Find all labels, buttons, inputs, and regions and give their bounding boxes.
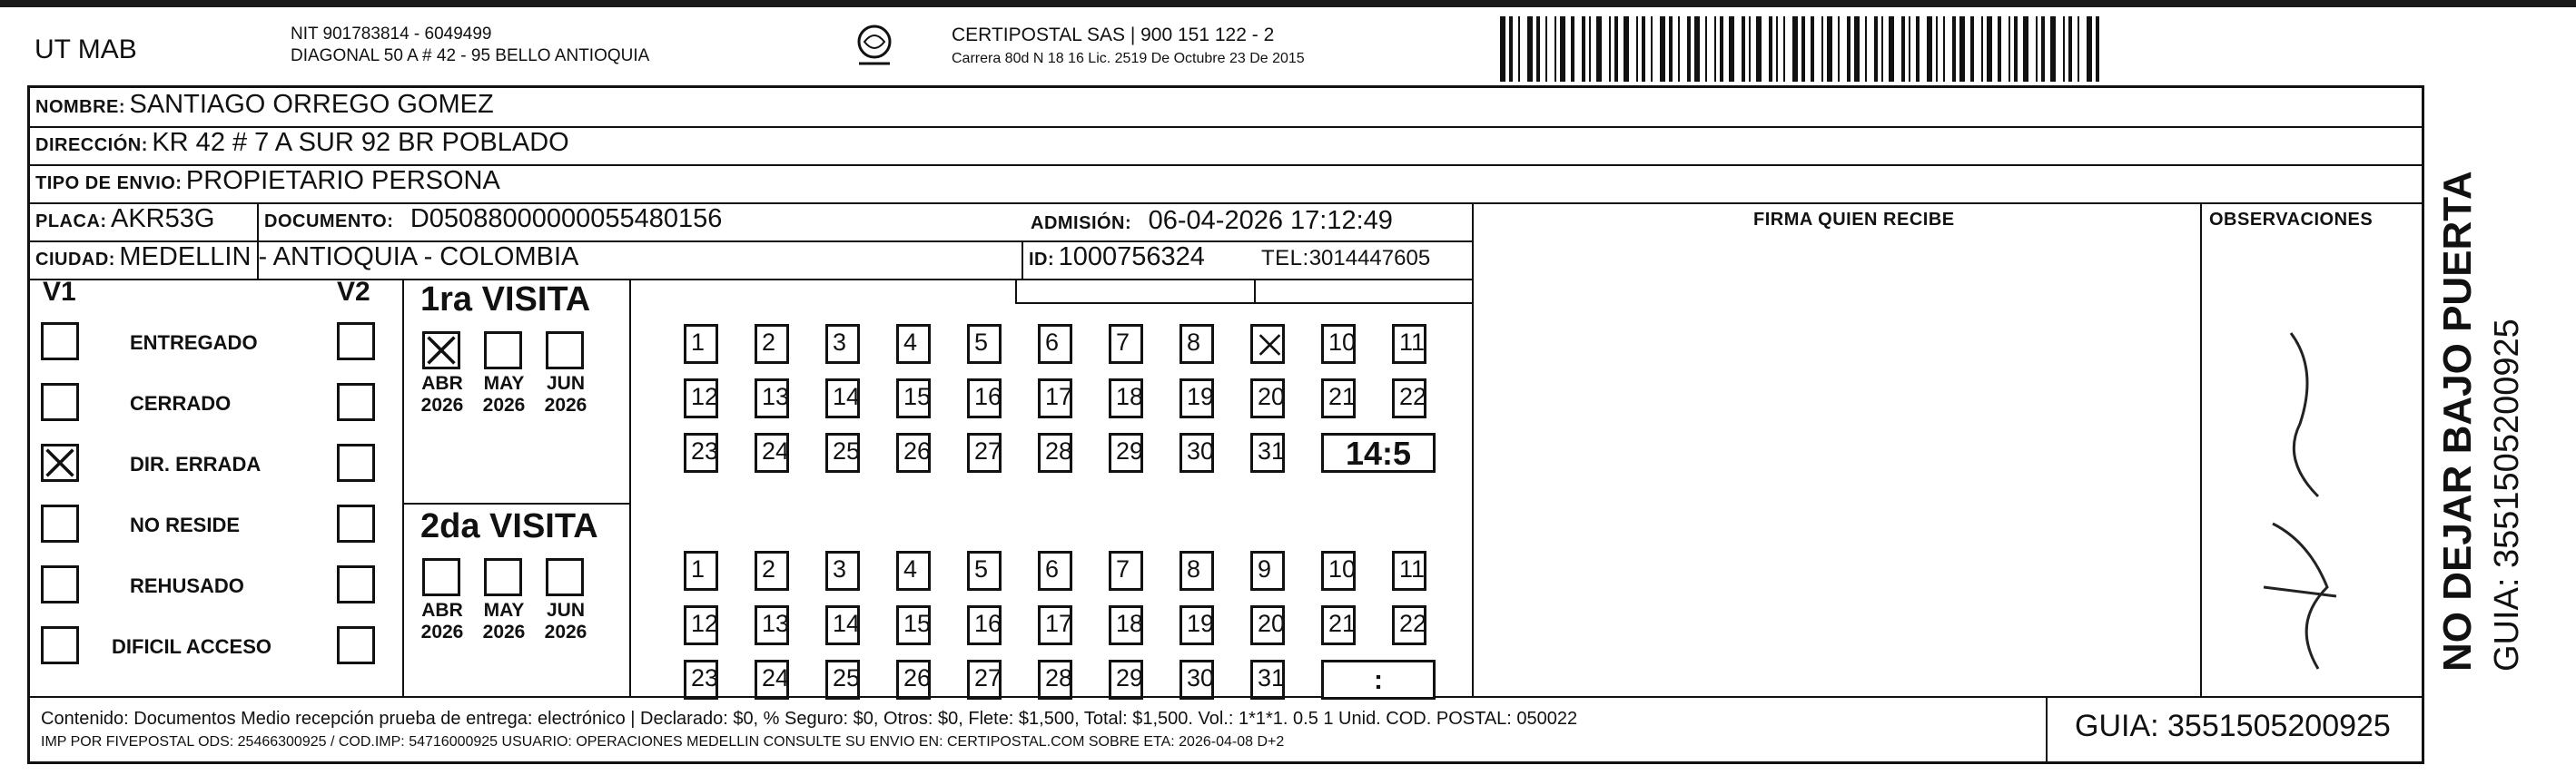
barcode-bar: [1987, 16, 1992, 82]
barcode-bar: [2096, 16, 2099, 82]
tipo-value: PROPIETARIO PERSONA: [185, 166, 500, 195]
second-visit-day[interactable]: 7: [1109, 551, 1143, 591]
barcode-bar: [1874, 16, 1878, 82]
barcode-bar: [1838, 16, 1840, 82]
barcode-bar: [1669, 16, 1673, 82]
status-option-label: REHUSADO: [130, 574, 244, 597]
content-details: Contenido: Documentos Medio recepción prueba de entrega: electrónico | Declarado: $0, % Seguro: $0, Otros: $0, Flete: $1,500, Total: $1,500. Vol.: 1*1*1. 0.5 1 Unid. COD. POSTAL: 050022: [41, 709, 1578, 729]
second-visit-day[interactable]: 4: [896, 551, 931, 591]
barcode-bar: [1916, 16, 1920, 82]
second-visit-day[interactable]: 15: [896, 605, 931, 645]
first-visit-day[interactable]: 24: [755, 433, 789, 473]
id-label: ID:: [1029, 250, 1055, 270]
barcode-bar: [1959, 16, 1965, 82]
second-visit-month-checkbox[interactable]: [546, 558, 584, 596]
first-visit-day[interactable]: 31: [1250, 433, 1285, 473]
tel-label: TEL:: [1261, 246, 1309, 270]
barcode-bar: [1889, 16, 1894, 82]
direccion-value: KR 42 # 7 A SUR 92 BR POBLADO: [152, 128, 569, 157]
barcode-bar: [1527, 16, 1533, 82]
v2-checkbox[interactable]: [337, 383, 375, 421]
first-visit-day[interactable]: [1250, 324, 1285, 364]
first-visit-day[interactable]: 22: [1392, 378, 1426, 418]
barcode-bar: [1776, 16, 1778, 82]
documento-row: [264, 204, 722, 234]
first-visit-day[interactable]: 29: [1109, 433, 1143, 473]
barcode-bar: [1589, 16, 1591, 82]
second-visit-day[interactable]: 3: [825, 551, 860, 591]
second-visit-day[interactable]: 6: [1038, 551, 1072, 591]
barcode-bar: [1901, 16, 1905, 82]
barcode-bar: [1571, 16, 1574, 82]
guia-number: GUIA: 3551505200925: [2075, 709, 2391, 743]
second-visit-month-label: [415, 600, 469, 643]
status-option-label: DIR. ERRADA: [130, 453, 262, 476]
license-line: Carrera 80d N 18 16 Lic. 2519 De Octubre 23 De 2015: [952, 51, 1305, 66]
status-option-label: CERRADO: [130, 392, 232, 415]
first-visit-time[interactable]: 14:5: [1321, 433, 1436, 473]
firma-header: FIRMA QUIEN RECIBE: [1753, 210, 1955, 230]
placa-row: [35, 204, 214, 234]
second-visit-day[interactable]: 28: [1038, 660, 1072, 700]
carrier-line: CERTIPOSTAL SAS | 900 151 122 - 2: [952, 25, 1275, 45]
second-visit-day[interactable]: 11: [1392, 551, 1426, 591]
barcode-bar: [1536, 16, 1540, 82]
barcode-bar: [2036, 16, 2038, 82]
month-name: MAY: [483, 373, 525, 394]
v2-header: V2: [337, 277, 370, 307]
first-visit-day[interactable]: 23: [684, 433, 718, 473]
second-visit-day[interactable]: 2: [755, 551, 789, 591]
first-visit-day[interactable]: 4: [896, 324, 931, 364]
v2-checkbox[interactable]: [337, 565, 375, 603]
first-visit-month-checkbox[interactable]: [546, 331, 584, 369]
v2-checkbox[interactable]: [337, 626, 375, 664]
handwritten-signature: [2236, 315, 2364, 678]
second-visit-month-checkbox[interactable]: [484, 558, 522, 596]
id-row: [1029, 242, 1205, 272]
second-visit-month-checkbox[interactable]: [422, 558, 460, 596]
first-visit-day[interactable]: 7: [1109, 324, 1143, 364]
barcode-bar: [1936, 16, 1938, 82]
second-visit-day[interactable]: 23: [684, 660, 718, 700]
first-visit-day[interactable]: 17: [1038, 378, 1072, 418]
tipo-label: TIPO DE ENVIO:: [35, 173, 183, 193]
first-visit-day[interactable]: 8: [1179, 324, 1214, 364]
barcode-bar: [1705, 16, 1707, 82]
carrier-info: [952, 24, 1305, 71]
v1-checkbox[interactable]: [41, 626, 79, 664]
second-visit-day[interactable]: 26: [896, 660, 931, 700]
nombre-row: [35, 90, 494, 120]
first-visit-day[interactable]: 28: [1038, 433, 1072, 473]
second-visit-month-label: [477, 600, 531, 643]
barcode-bar: [2078, 16, 2079, 82]
barcode-bar: [1624, 16, 1629, 82]
second-visit-day[interactable]: 29: [1109, 660, 1143, 700]
second-visit-day[interactable]: 17: [1038, 605, 1072, 645]
tel-value: 3014447605: [1308, 246, 1431, 270]
second-visit-month-label: [538, 600, 593, 643]
v1-header: V1: [43, 277, 76, 307]
barcode-bar: [1687, 16, 1691, 82]
barcode-bar: [1554, 16, 1556, 82]
id-value: 1000756324: [1058, 242, 1205, 271]
address-line: DIAGONAL 50 A # 42 - 95 BELLO ANTIOQUIA: [291, 46, 650, 65]
barcode-bar: [1827, 16, 1832, 82]
barcode-bar: [2041, 16, 2045, 82]
first-visit-day[interactable]: 11: [1392, 324, 1426, 364]
warning-vertical: NO DEJAR BAJO PUERTA: [2435, 171, 2480, 672]
guia-vertical: GUIA: 3551505200925: [2488, 319, 2526, 672]
barcode-bar: [1881, 16, 1883, 82]
admision-value: 06-04-2026 17:12:49: [1148, 206, 1393, 235]
barcode-bar: [1720, 16, 1723, 82]
second-visit-day[interactable]: 24: [755, 660, 789, 700]
barcode-bar: [2068, 16, 2072, 82]
second-visit-day[interactable]: 5: [967, 551, 1002, 591]
barcode-bar: [1596, 16, 1602, 82]
second-visit-day[interactable]: 16: [967, 605, 1002, 645]
nombre-value: SANTIAGO ORREGO GOMEZ: [129, 90, 494, 119]
placa-value: AKR53G: [111, 204, 215, 233]
barcode-bar: [1792, 16, 1798, 82]
nombre-label: NOMBRE:: [35, 97, 126, 117]
first-visit-day[interactable]: 20: [1250, 378, 1285, 418]
second-visit-day[interactable]: 19: [1179, 605, 1214, 645]
barcode-bar: [2063, 16, 2065, 82]
barcode-bar: [1694, 16, 1700, 82]
barcode-bar: [1714, 16, 1716, 82]
month-year: 2026: [420, 622, 464, 643]
first-visit-day[interactable]: 3: [825, 324, 860, 364]
barcode-bar: [1801, 16, 1805, 82]
second-visit-day[interactable]: 22: [1392, 605, 1426, 645]
v2-checkbox[interactable]: [337, 444, 375, 482]
month-year: 2026: [482, 395, 526, 416]
barcode-bar: [1981, 16, 1983, 82]
first-visit-day[interactable]: 30: [1179, 433, 1214, 473]
month-year: 2026: [482, 622, 526, 643]
barcode-bar: [1811, 16, 1814, 82]
barcode-bar: [1729, 16, 1734, 82]
barcode-bar: [1927, 16, 1932, 82]
first-visit-day[interactable]: 18: [1109, 378, 1143, 418]
v2-checkbox[interactable]: [337, 505, 375, 543]
barcode-bar: [1509, 16, 1513, 82]
second-visit-day[interactable]: 13: [755, 605, 789, 645]
tipo-row: [35, 166, 500, 196]
second-visit-day[interactable]: 12: [684, 605, 718, 645]
first-visit-day[interactable]: 10: [1321, 324, 1356, 364]
second-visit-day[interactable]: 30: [1179, 660, 1214, 700]
first-visit-day[interactable]: 25: [825, 433, 860, 473]
second-visit-day[interactable]: 20: [1250, 605, 1285, 645]
second-visit-day[interactable]: 25: [825, 660, 860, 700]
barcode-bar: [1636, 16, 1638, 82]
barcode-bar: [2087, 16, 2092, 82]
second-visit-time[interactable]: :: [1321, 660, 1436, 700]
barcode-bar: [1970, 16, 1974, 82]
top-border: [0, 0, 2576, 7]
second-visit-day[interactable]: 27: [967, 660, 1002, 700]
documento-label: DOCUMENTO:: [264, 211, 394, 231]
barcode-bar: [1651, 16, 1653, 82]
barcode-bar: [1642, 16, 1645, 82]
barcode-bar: [2023, 16, 2028, 82]
v1-checkbox[interactable]: [41, 444, 79, 482]
month-name: ABR: [421, 600, 463, 621]
admision-label: ADMISIÓN:: [1031, 213, 1132, 233]
first-visit-day[interactable]: 19: [1179, 378, 1214, 418]
barcode-bar: [1952, 16, 1956, 82]
first-visit-day[interactable]: 5: [967, 324, 1002, 364]
month-name: JUN: [546, 373, 585, 394]
brand-name: UT MAB: [35, 34, 137, 64]
second-visit-day[interactable]: 18: [1109, 605, 1143, 645]
barcode-bar: [1943, 16, 1945, 82]
second-visit-day[interactable]: 31: [1250, 660, 1285, 700]
certipostal-logo-icon: [852, 22, 897, 71]
barcode-bar: [1660, 16, 1665, 82]
status-option-label: NO RESIDE: [130, 514, 241, 536]
delivery-form: [27, 85, 2424, 764]
second-visit-day[interactable]: 1: [684, 551, 718, 591]
month-name: ABR: [421, 373, 463, 394]
barcode-bar: [1582, 16, 1585, 82]
admision-row: [1031, 206, 1393, 236]
barcode-bar: [1749, 16, 1751, 82]
barcode-bar: [2050, 16, 2056, 82]
first-visit-month-checkbox[interactable]: [422, 331, 460, 369]
barcode-bar: [1998, 16, 2001, 82]
barcode-bar: [2008, 16, 2010, 82]
direccion-row: [35, 128, 569, 158]
barcode-bar: [1756, 16, 1762, 82]
first-visit-day[interactable]: 1: [684, 324, 718, 364]
first-visit-title: 1ra VISITA: [420, 280, 591, 319]
first-visit-day[interactable]: 16: [967, 378, 1002, 418]
barcode-bar: [1560, 16, 1565, 82]
tel-row: [1261, 246, 1430, 271]
first-visit-month-label: [477, 373, 531, 417]
first-visit-day[interactable]: 15: [896, 378, 931, 418]
barcode-bar: [1783, 16, 1785, 82]
status-option-label: ENTREGADO: [130, 331, 258, 354]
barcode-bar: [1909, 16, 1910, 82]
barcode-bar: [1500, 16, 1505, 82]
barcode-bar: [1614, 16, 1618, 82]
barcode-bar: [1678, 16, 1680, 82]
barcode: [1500, 16, 2226, 82]
first-visit-month-label: [415, 373, 469, 417]
barcode-bar: [1865, 16, 1867, 82]
v1-checkbox[interactable]: [41, 383, 79, 421]
barcode-bar: [2014, 16, 2018, 82]
second-visit-day[interactable]: 10: [1321, 551, 1356, 591]
first-visit-day[interactable]: 21: [1321, 378, 1356, 418]
status-option-label: DIFICIL ACCESO: [112, 635, 272, 658]
barcode-bar: [1518, 16, 1520, 82]
ciudad-label: CIUDAD:: [35, 250, 115, 270]
second-visit-day[interactable]: 8: [1179, 551, 1214, 591]
month-year: 2026: [420, 395, 464, 416]
barcode-bar: [1854, 16, 1860, 82]
ciudad-value: MEDELLIN - ANTIOQUIA - COLOMBIA: [119, 242, 579, 271]
month-year: 2026: [544, 622, 587, 643]
first-visit-day[interactable]: 12: [684, 378, 718, 418]
second-visit-day[interactable]: 14: [825, 605, 860, 645]
nit-line: NIT 901783814 - 6049499: [291, 25, 492, 44]
v1-checkbox[interactable]: [41, 322, 79, 360]
first-visit-day[interactable]: 6: [1038, 324, 1072, 364]
v2-checkbox[interactable]: [337, 322, 375, 360]
v1-checkbox[interactable]: [41, 565, 79, 603]
first-visit-month-label: [538, 373, 593, 417]
observaciones-header: OBSERVACIONES: [2209, 210, 2374, 230]
first-visit-day[interactable]: 13: [755, 378, 789, 418]
print-details: IMP POR FIVEPOSTAL ODS: 25466300925 / COD.IMP: 54716000925 USUARIO: OPERACIONES MEDELLIN CONSULTE SU ENVIO EN: CERTIPOSTAL.COM SOBRE ETA: 2026-04-08 D+2: [41, 734, 1285, 750]
first-visit-day[interactable]: 14: [825, 378, 860, 418]
v1-checkbox[interactable]: [41, 505, 79, 543]
documento-value: D05088000000055480156: [410, 204, 723, 233]
barcode-bar: [1769, 16, 1772, 82]
barcode-bar: [1742, 16, 1745, 82]
barcode-bar: [1545, 16, 1547, 82]
company-info: [291, 24, 649, 67]
month-year: 2026: [544, 395, 587, 416]
month-name: MAY: [483, 600, 525, 621]
barcode-bar: [1847, 16, 1851, 82]
first-visit-day[interactable]: 2: [755, 324, 789, 364]
direccion-label: DIRECCIÓN:: [35, 135, 148, 155]
second-visit-day[interactable]: 21: [1321, 605, 1356, 645]
second-visit-title: 2da VISITA: [420, 507, 598, 545]
barcode-bar: [1821, 16, 1823, 82]
barcode-bar: [1609, 16, 1611, 82]
month-name: JUN: [546, 600, 585, 621]
ciudad-row: [35, 242, 578, 272]
placa-label: PLACA:: [35, 211, 107, 231]
first-visit-month-checkbox[interactable]: [484, 331, 522, 369]
first-visit-day[interactable]: 27: [967, 433, 1002, 473]
second-visit-day[interactable]: 9: [1250, 551, 1285, 591]
first-visit-day[interactable]: 26: [896, 433, 931, 473]
